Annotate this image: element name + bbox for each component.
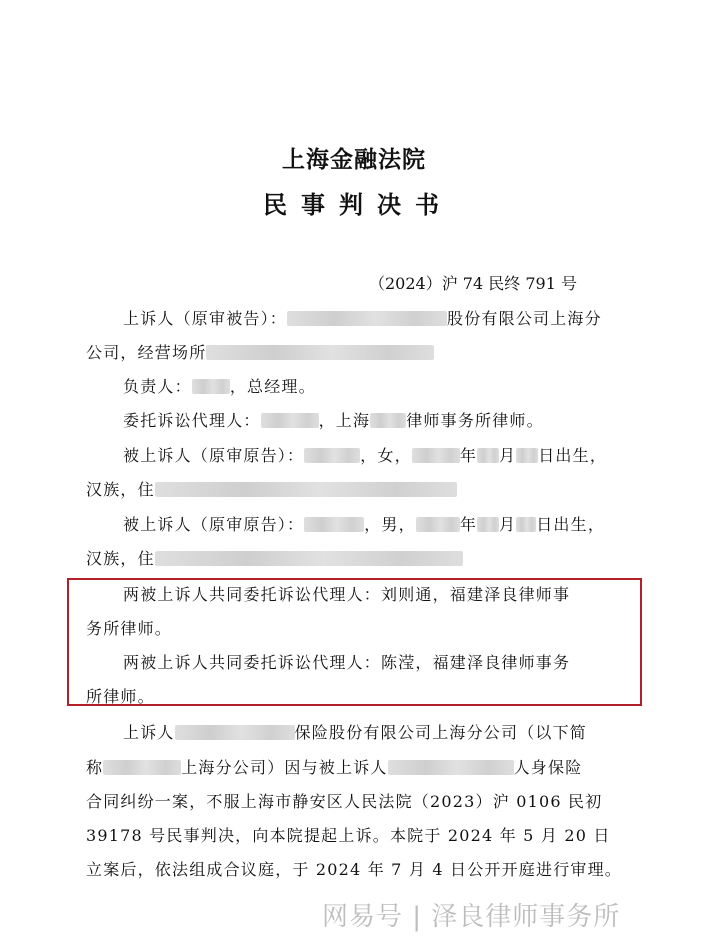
redaction-block bbox=[192, 379, 230, 394]
watermark: 网易号 | 泽良律师事务所 bbox=[322, 902, 621, 932]
redaction-block bbox=[304, 517, 364, 532]
redaction-block bbox=[206, 345, 434, 360]
appellee1-gender: ，女， bbox=[360, 446, 412, 465]
body-text: 称 bbox=[86, 758, 104, 777]
body-line-4: 39178 号民事判决，向本院提起上诉。本院于 2024 年 5 月 20 日 bbox=[86, 826, 611, 845]
case-number: （2024）沪 74 民终 791 号 bbox=[369, 274, 577, 293]
redaction-block bbox=[516, 448, 538, 463]
agent-mid: ，上海 bbox=[318, 411, 371, 430]
redaction-block bbox=[155, 482, 457, 497]
body-text: 保险股份有限公司上海分公司（以下简 bbox=[294, 723, 588, 742]
responsible-suffix: ，总经理。 bbox=[229, 377, 316, 396]
redaction-block bbox=[304, 448, 360, 463]
year-label: 年 bbox=[459, 446, 478, 465]
redaction-block bbox=[516, 517, 536, 532]
redaction-block bbox=[287, 311, 447, 326]
court-name: 上海金融法院 bbox=[282, 146, 426, 173]
redaction-block bbox=[388, 760, 514, 775]
joint-agent-1-line: 两被上诉人共同委托诉讼代理人：刘则通，福建泽良律师事 bbox=[123, 585, 571, 604]
redaction-block bbox=[370, 413, 406, 428]
appellant-address-line bbox=[86, 343, 434, 363]
agent-line bbox=[123, 411, 544, 431]
appellant-address-label: 公司，经营场所 bbox=[86, 343, 207, 362]
joint-agent-2-line: 两被上诉人共同委托诉讼代理人：陈滢，福建泽良律师事务 bbox=[123, 653, 571, 672]
responsible-label: 负责人： bbox=[123, 377, 192, 396]
redaction-block bbox=[416, 517, 460, 532]
redaction-block bbox=[477, 448, 499, 463]
born-label: 日出生， bbox=[538, 446, 608, 465]
year-label: 年 bbox=[459, 515, 478, 534]
responsible-line bbox=[123, 377, 316, 397]
appellee2-label: 被上诉人（原审原告）： bbox=[123, 515, 305, 534]
appellee2-residence-line bbox=[86, 549, 463, 569]
body-line-2 bbox=[86, 758, 582, 778]
appellee1-line bbox=[123, 446, 607, 466]
redaction-block bbox=[412, 448, 460, 463]
appellant-line bbox=[123, 309, 602, 329]
appellant-suffix: 股份有限公司上海分 bbox=[447, 309, 602, 328]
document-title: 民事判决书 bbox=[263, 190, 453, 219]
redaction-block bbox=[261, 413, 319, 428]
appellee1-residence-line bbox=[86, 480, 457, 500]
joint-agent-2-cont: 所律师。 bbox=[86, 687, 155, 706]
redaction-block bbox=[175, 725, 295, 740]
body-line-3: 合同纠纷一案，不服上海市静安区人民法院（2023）沪 0106 民初 bbox=[86, 792, 603, 811]
residence-label: 汉族，住 bbox=[86, 480, 155, 499]
month-label: 月 bbox=[499, 515, 517, 534]
body-text: 上海分公司）因与被上诉人 bbox=[181, 758, 388, 777]
appellee2-line bbox=[123, 515, 605, 535]
redaction-block bbox=[477, 517, 499, 532]
agent-suffix: 律师事务所律师。 bbox=[406, 411, 544, 430]
appellee2-gender: ，男， bbox=[364, 515, 416, 534]
body-line-5: 立案后，依法组成合议庭，于 2024 年 7 月 4 日公开开庭进行审理。 bbox=[86, 860, 622, 879]
redaction-block bbox=[103, 760, 181, 775]
agent-label: 委托诉讼代理人： bbox=[123, 411, 261, 430]
joint-agent-1-cont: 务所律师。 bbox=[86, 619, 173, 638]
month-label: 月 bbox=[499, 446, 517, 465]
appellant-label: 上诉人（原审被告）： bbox=[123, 309, 288, 328]
redaction-block bbox=[155, 551, 463, 566]
body-line-1 bbox=[123, 723, 587, 743]
residence-label: 汉族，住 bbox=[86, 549, 155, 568]
appellee1-label: 被上诉人（原审原告）： bbox=[123, 446, 305, 465]
body-text: 人身保险 bbox=[513, 758, 583, 777]
body-text: 上诉人 bbox=[123, 723, 175, 742]
born-label: 日出生， bbox=[536, 515, 606, 534]
